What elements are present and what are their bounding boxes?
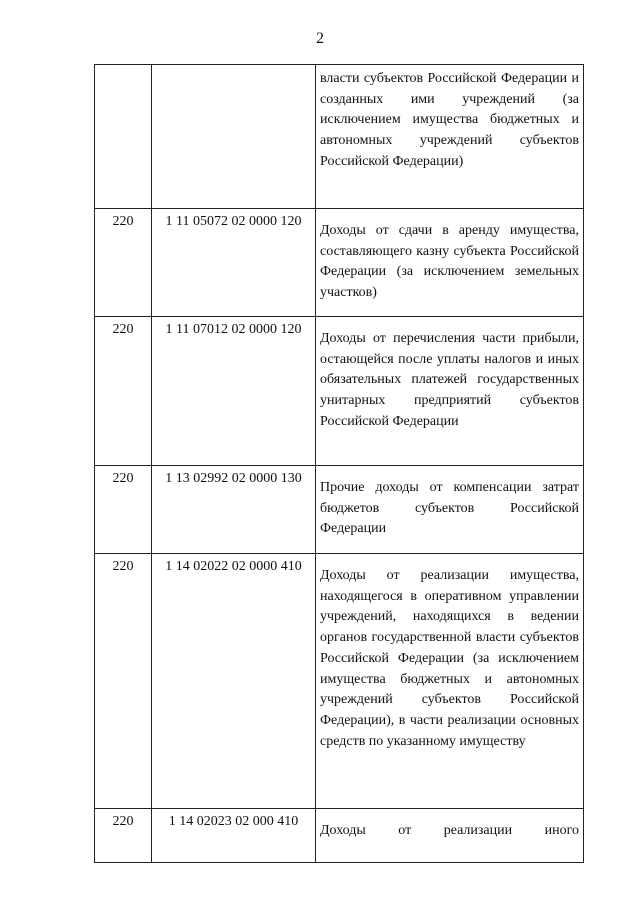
description-cell bbox=[316, 209, 584, 317]
admin-code-cell: 220 bbox=[95, 554, 152, 809]
kbk-code-cell: 1 14 02022 02 0000 410 bbox=[152, 554, 316, 809]
admin-code-cell: 220 bbox=[95, 809, 152, 863]
description-text: Доходы от реализации имущества, находящегося в оперативном управлении учреждений, находящихся в ведении органов государственной власти субъектов Российской Федерации (за исключением имущества бюджетных и автономных учреждений субъектов Российской Федерации), в части реализации основных средств по указанному имуществу bbox=[320, 568, 579, 749]
description-cell bbox=[316, 809, 584, 863]
admin-code-cell: 220 bbox=[95, 466, 152, 554]
table-row bbox=[95, 809, 584, 863]
description-text: Прочие доходы от компенсации затрат бюджетов субъектов Российской Федерации bbox=[320, 480, 579, 537]
description-text: власти субъектов Российской Федерации и созданных ими учреждений (за исключением имущества бюджетных и автономных учреждений субъектов Российской Федерации) bbox=[320, 71, 579, 169]
description-text: Доходы от сдачи в аренду имущества, составляющего казну субъекта Российской Федерации (за исключением земельных участков) bbox=[320, 223, 579, 301]
description-cell bbox=[316, 65, 584, 209]
description-text: Доходы от перечисления части прибыли, остающейся после уплаты налогов и иных обязательных платежей государственных унитарных предприятий субъектов Российской Федерации bbox=[320, 331, 579, 429]
kbk-code-cell bbox=[152, 65, 316, 209]
table-row bbox=[95, 209, 584, 317]
admin-code-cell: 220 bbox=[95, 317, 152, 466]
page-number: 2 bbox=[316, 30, 324, 47]
table-row bbox=[95, 466, 584, 554]
description-text: Доходы от реализации иного bbox=[320, 823, 579, 838]
kbk-code-cell: 1 11 05072 02 0000 120 bbox=[152, 209, 316, 317]
description-cell bbox=[316, 466, 584, 554]
table-row bbox=[95, 554, 584, 809]
table-row bbox=[95, 317, 584, 466]
kbk-code-cell: 1 14 02023 02 000 410 bbox=[152, 809, 316, 863]
admin-code-cell: 220 bbox=[95, 209, 152, 317]
admin-code-cell bbox=[95, 65, 152, 209]
description-cell bbox=[316, 554, 584, 809]
table-row bbox=[95, 65, 584, 209]
kbk-code-cell: 1 11 07012 02 0000 120 bbox=[152, 317, 316, 466]
revenue-codes-table bbox=[94, 64, 584, 863]
kbk-code-cell: 1 13 02992 02 0000 130 bbox=[152, 466, 316, 554]
description-cell bbox=[316, 317, 584, 466]
